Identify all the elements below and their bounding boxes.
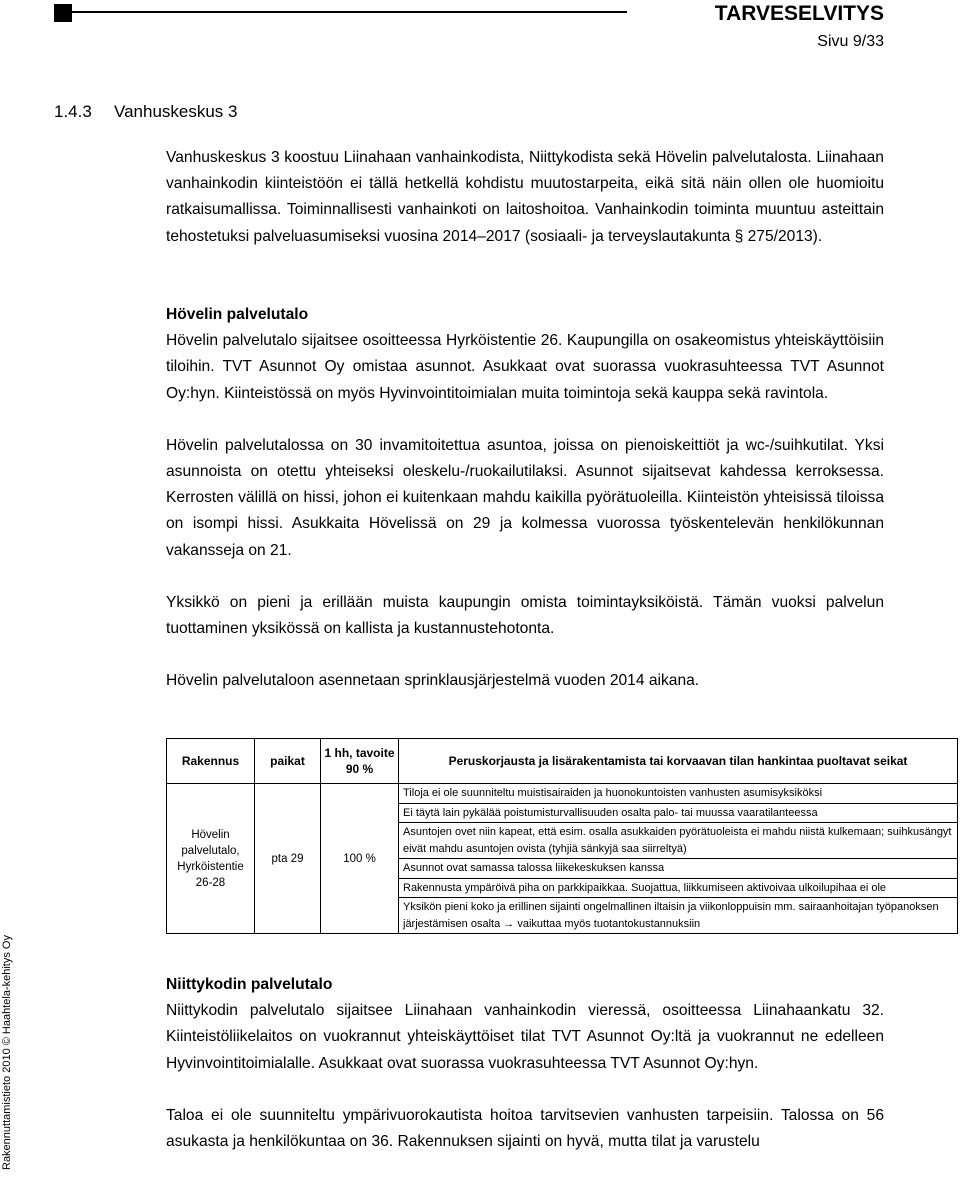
col-building: Rakennus — [167, 739, 255, 784]
header-rule — [72, 11, 627, 13]
hovelin-paragraph-2: Hövelin palvelutalossa on 30 invamitoitettua asuntoa, joissa on pienoiskeittiöt ja wc-/suihkutilat. Yksi asunnoista on otettu yhteiseksi oleskelu-/ruokailutilaksi. Asunnot sijaitsevat kahdessa kerroksessa. Kerrosten välillä on hissi, johon ei kuitenkaan mahdu kaikilla pyörätuoleilla. Kiinteistön yhteisissä tiloissa on isompi hissi. Asukkaita Hövelissä on 29 ja kolmessa vuorossa työskentelevän henkilökunnan vakansseja on 21. — [166, 436, 884, 559]
section-title: Vanhuskeskus 3 — [114, 102, 238, 121]
cell-building: Hövelin palvelutalo, Hyrköistentie 26-28 — [167, 784, 255, 934]
intro-text — [166, 145, 884, 250]
col-places: paikat — [255, 739, 321, 784]
table-row — [167, 784, 958, 934]
cell-places: pta 29 — [255, 784, 321, 934]
document-title: TARVESELVITYS — [714, 2, 884, 25]
reason-item-last — [399, 898, 957, 933]
reason-text: vaikuttaa myös tuotantokustannuksiin — [517, 917, 701, 930]
niitty-paragraph-2: Taloa ei ole suunniteltu ympärivuorokautista hoitoa tarvitsevien vanhusten tarpeisiin. Talossa on 56 asukasta ja henkilökuntaa on 36. Rakennuksen sijainti on hyvä, mutta tilat ja varustelu — [166, 1106, 884, 1151]
reason-text: Yksikön pieni koko ja erillinen sijainti ongelmallinen iltaisin ja viikonloppuisin mm. sairaanhoitajan työpanoksen järjestämisen osalta — [403, 901, 939, 930]
property-table — [166, 738, 958, 934]
header-square-mark — [54, 4, 72, 22]
reason-item: Rakennusta ympäröivä piha on parkkipaikkaa. Suojattua, liikkumiseen aktivoivaa ulkoilupihaa ei ole — [399, 879, 957, 899]
col-rate: 1 hh, tavoite 90 % — [321, 739, 399, 784]
reason-item: Ei täytä lain pykälää poistumisturvallisuuden osalta palo- tai muussa vaaratilanteessa — [399, 804, 957, 824]
reason-item: Asunnot ovat samassa talossa liikekeskuksen kanssa — [399, 859, 957, 879]
hovelin-paragraph-4: Hövelin palvelutaloon asennetaan sprinklausjärjestelmä vuoden 2014 aikana. — [166, 672, 700, 690]
hovelin-heading: Hövelin palvelutalo — [166, 306, 309, 323]
intro-paragraph: Vanhuskeskus 3 koostuu Liinahaan vanhainkodista, Niittykodista sekä Hövelin palvelutalosta. Liinahaan vanhainkodin kiinteistöön ei tällä hetkellä kohdistu muutostarpeita, eikä sitä näin ollen ole huomioitu ratkaisumallissa. Toiminnallisesti vanhainkoti on laitoshoitoa. Vanhainkodin toiminta muuntuu asteittain tehostetuksi palveluasumiseksi vuosina 2014–2017 (sosiaali- ja terveyslautakunta § 275/2013). — [166, 149, 884, 245]
section-heading — [54, 102, 237, 122]
page-number: Sivu 9/33 — [817, 33, 884, 50]
hovelin-paragraph-1: Hövelin palvelutalo sijaitsee osoitteessa Hyrköistentie 26. Kaupungilla on osakeomistus yhteiskäyttöisiin tiloihin. TVT Asunnot Oy omistaa asunnot. Asukkaat ovat suorassa vuokrasuhteessa TVT Asunnot Oy:hyn. Kiinteistössä on myös Hyvinvointitoimialan muita toimintoja sekä kauppa sekä ravintola. — [166, 332, 884, 402]
hovelin-paragraph-3: Yksikkö on pieni ja erillään muista kaupungin omista toimintayksiköistä. Tämän vuoksi palvelun tuottaminen yksikössä on kallista ja kustannustehotonta. — [166, 593, 884, 638]
niitty-section — [166, 972, 884, 1155]
cell-rate: 100 % — [321, 784, 399, 934]
sidebar-copyright: Rakennuttamistieto 2010 © Haahtela-kehitys Oy — [1, 935, 13, 1170]
reason-item: Tiloja ei ole suunniteltu muistisairaiden ja huonokuntoisten vanhusten asumisyksiköksi — [399, 784, 957, 804]
cell-reasons — [399, 784, 958, 934]
reason-item: Asuntojen ovet niin kapeat, että esim. osalla asukkaiden pyörätuoleista ei mahdu niistä kulkemaan; suihkusängyt eivät mahdu asuntojen ovista (tyhjiä sänkyjä saa siirreltyä) — [399, 823, 957, 859]
table-header-row — [167, 739, 958, 784]
section-number: 1.4.3 — [54, 102, 92, 121]
niitty-paragraph-1: Niittykodin palvelutalo sijaitsee Liinahaan vanhainkodin vieressä, osoitteessa Liinahaankatu 32. Kiinteistöliikelaitos on vuokrannut yhteiskäyttöiset tilat TVT Asunnot Oy:ltä ja vuokrannut ne edelleen Hyvinvointitoimialalle. Asukkaat ovat suorassa vuokrasuhteessa TVT Asunnot Oy:hyn. — [166, 1002, 884, 1072]
niitty-heading: Niittykodin palvelutalo — [166, 976, 333, 993]
hovelin-section — [166, 302, 884, 694]
col-reasons: Peruskorjausta ja lisärakentamista tai korvaavan tilan hankintaa puoltavat seikat — [399, 739, 958, 784]
arrow-right-icon: → — [503, 917, 515, 930]
